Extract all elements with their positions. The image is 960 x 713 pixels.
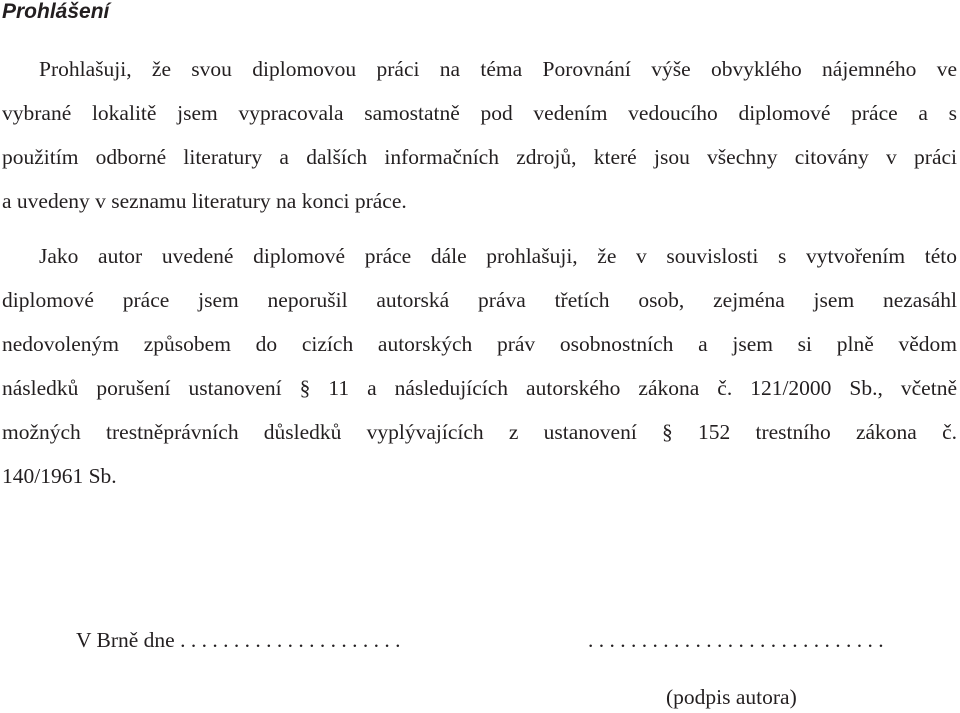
signature-line: . . . . . . . . . . . . . . . . . . . . . . . . . . . . [588,628,884,652]
page-heading: Prohlášení [2,0,110,23]
place-date-field: V Brně dne . . . . . . . . . . . . . . . . . . . . . [76,628,401,652]
paragraph-line: diplomové práce jsem neporušil autorská práva třetích osob, zejména jsem nezasáhl [2,288,957,312]
paragraph-line: 140/1961 Sb. [2,464,117,488]
paragraph-line: Jako autor uvedené diplomové práce dále prohlašuji, že v souvislosti s vytvořením této [39,244,957,268]
paragraph-line: nedovoleným způsobem do cizích autorských práv osobnostních a jsem si plně vědom [2,332,957,356]
paragraph-line: následků porušení ustanovení § 11 a následujících autorského zákona č. 121/2000 Sb., včetně [2,376,957,400]
paragraph-line: vybrané lokalitě jsem vypracovala samostatně pod vedením vedoucího diplomové práce a s [2,101,957,125]
declaration-paragraph-1 [2,47,957,223]
declaration-paragraph-2 [2,234,957,498]
paragraph-line: Prohlašuji, že svou diplomovou práci na téma Porovnání výše obvyklého nájemného ve [39,57,957,81]
paragraph-line: použitím odborné literatury a dalších informačních zdrojů, které jsou všechny citovány v práci [2,145,957,169]
signature-caption: (podpis autora) [666,685,797,709]
paragraph-line: možných trestněprávních důsledků vyplývajících z ustanovení § 152 trestního zákona č. [2,420,957,444]
paragraph-line: a uvedeny v seznamu literatury na konci práce. [2,189,407,213]
